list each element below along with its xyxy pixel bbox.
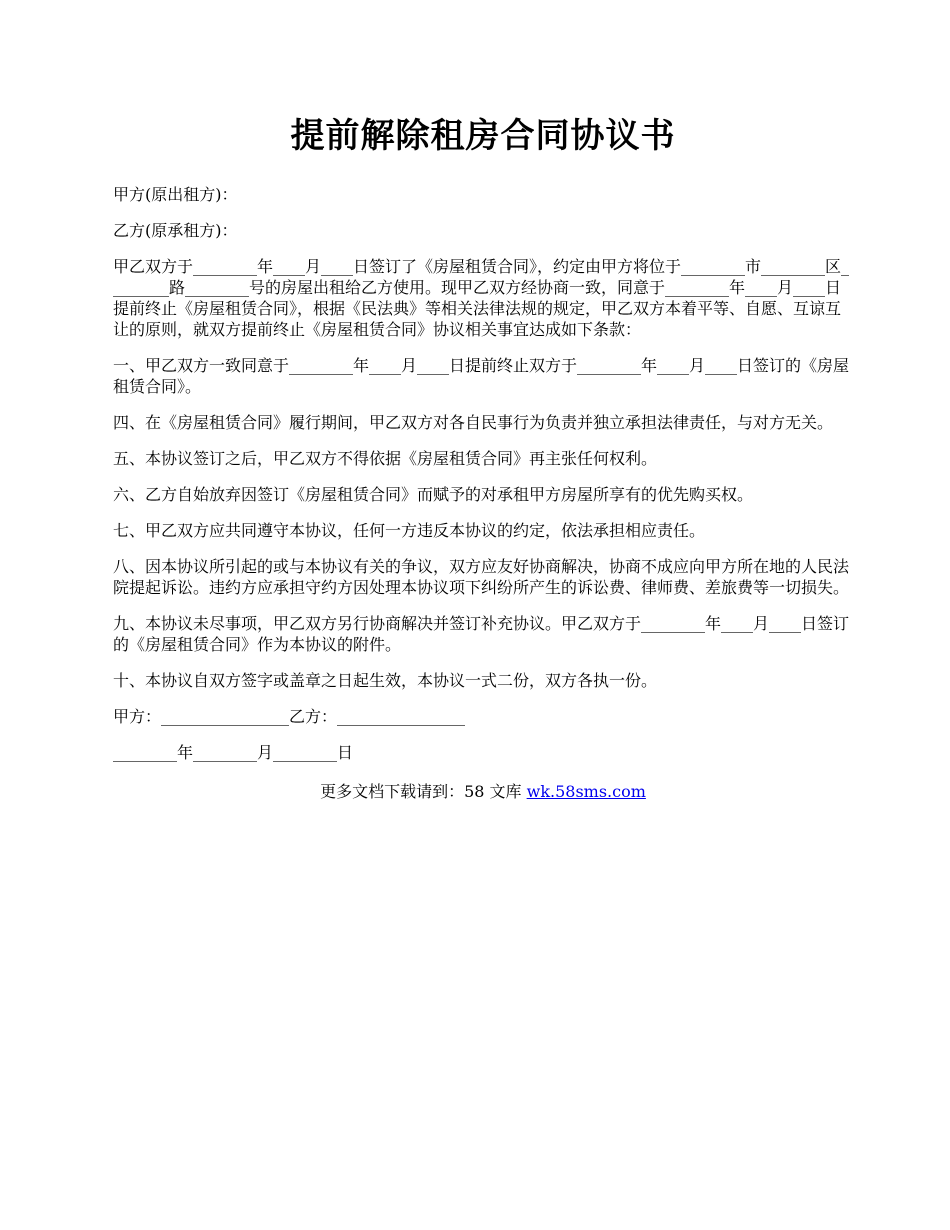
clause-8: 八、因本协议所引起的或与本协议有关的争议，双方应友好协商解决，协商不成应向甲方所在地的人民法院提起诉讼。违约方应承担守约方因处理本协议项下纠纷所产生的诉讼费、律师费、差旅费等一切损失。 (113, 557, 850, 597)
footer-link[interactable]: wk.58sms.com (526, 782, 646, 801)
footer-text: 更多文档下载请到：58 文库 (320, 782, 527, 801)
party-a-line: 甲方(原出租方)： (113, 185, 238, 204)
preamble-paragraph: 甲乙双方于________年____月____日签订了《房屋租赁合同》，约定由甲方将位于________市________区________路________号的房屋出租给乙方使用。现甲乙双方经协商一致，同意于________年____月____日提前终止《房屋租赁合同》，根据《民法典》等相关法律法规的规定，甲乙双方本着平等、自愿、互谅互让的原则，就双方提前终止《房屋租赁合同》协议相关事宜达成如下条款： (113, 257, 850, 339)
clause-6: 六、乙方自始放弃因签订《房屋租赁合同》而赋予的对承租甲方房屋所享有的优先购买权。 (113, 485, 754, 504)
document-title: 提前解除租房合同协议书 (290, 116, 676, 156)
signature-line: 甲方：________________乙方：________________ (113, 707, 466, 726)
footer (113, 781, 853, 802)
clause-7: 七、甲乙双方应共同遵守本协议，任何一方违反本协议的约定，依法承担相应责任。 (113, 521, 706, 540)
clause-10: 十、本协议自双方签字或盖章之日起生效，本协议一式二份，双方各执一份。 (113, 671, 658, 690)
document-page (113, 112, 853, 802)
clause-9: 九、本协议未尽事项，甲乙双方另行协商解决并签订补充协议。甲乙双方于________年____月____日签订的《房屋租赁合同》作为本协议的附件。 (113, 614, 850, 654)
clause-5: 五、本协议签订之后，甲乙双方不得依据《房屋租赁合同》再主张任何权利。 (113, 449, 658, 468)
clause-4: 四、在《房屋租赁合同》履行期间，甲乙双方对各自民事行为负责并独立承担法律责任，与对方无关。 (113, 413, 834, 432)
clause-1: 一、甲乙双方一致同意于________年____月____日提前终止双方于________年____月____日签订的《房屋租赁合同》。 (113, 356, 850, 396)
party-b-line: 乙方(原承租方)： (113, 221, 238, 240)
date-line: ________年________月________日 (113, 743, 354, 762)
